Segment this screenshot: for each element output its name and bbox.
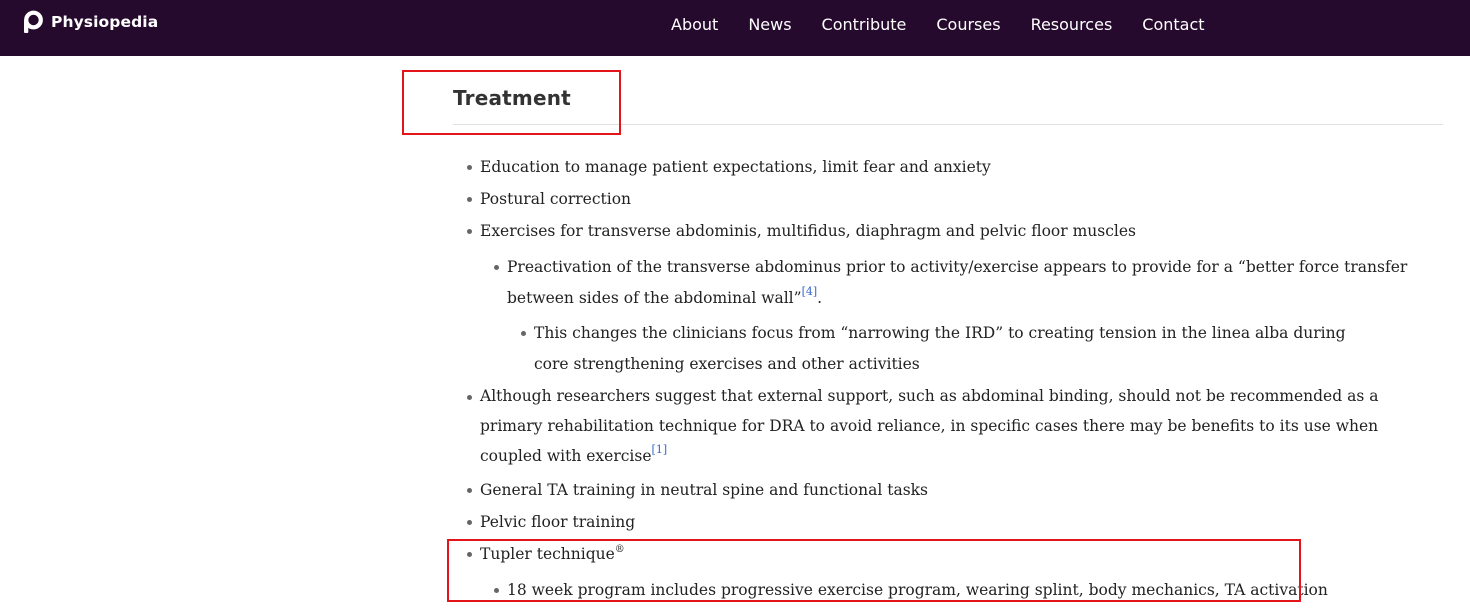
nav-contact-link[interactable]: Contact xyxy=(1142,15,1205,34)
treatment-item-external-support xyxy=(480,381,1430,471)
reference-link-4[interactable]: [4] xyxy=(801,285,818,298)
treatment-item-exercises: Exercises for transverse abdominis, multifidus, diaphragm and pelvic floor muscles xyxy=(480,222,1137,240)
bullet-icon xyxy=(494,265,499,270)
treatment-subsubitem-clinicians-focus: This changes the clinicians focus from “narrowing the IRD” to creating tension in the linea alba during core strengthening exercises and other activities xyxy=(534,324,1346,373)
main-nav xyxy=(671,15,1235,35)
sentence-period: . xyxy=(817,289,823,307)
treatment-item-postural: Postural correction xyxy=(480,190,632,208)
treatment-item-ta-training: General TA training in neutral spine and functional tasks xyxy=(480,481,929,499)
preactivation-text: Preactivation of the transverse abdominus prior to activity/exercise appears to provide for a “better force transfer between sides of the abdominal wall” xyxy=(507,258,1408,307)
bullet-icon xyxy=(521,331,526,336)
treatment-subitem-preactivation xyxy=(507,252,1447,314)
physiopedia-logo-icon xyxy=(22,10,44,34)
treatment-item-education: Education to manage patient expectations, limit fear and anxiety xyxy=(480,158,991,176)
nav-news-link[interactable]: News xyxy=(748,15,792,34)
treatment-subitem-tupler-program: 18 week program includes progressive exercise program, wearing splint, body mechanics, TA activation xyxy=(507,581,1328,599)
bullet-icon xyxy=(467,488,472,493)
top-navigation-bar xyxy=(0,0,1470,56)
bullet-icon xyxy=(467,520,472,525)
physiopedia-logo[interactable] xyxy=(22,10,158,34)
section-heading-treatment: Treatment xyxy=(453,86,571,110)
tupler-text: Tupler technique xyxy=(480,545,615,563)
bullet-icon xyxy=(467,552,472,557)
treatment-item-pelvic-floor: Pelvic floor training xyxy=(480,513,636,531)
reference-link-1[interactable]: [1] xyxy=(651,443,668,456)
bullet-icon xyxy=(467,229,472,234)
external-support-text: Although researchers suggest that external support, such as abdominal binding, should not be recommended as a primary rehabilitation technique for DRA to avoid reliance, in specific cases there may be benefits to its use when coupled with exercise xyxy=(480,387,1379,465)
registered-mark: ® xyxy=(614,544,625,555)
treatment-item-tupler xyxy=(480,539,625,569)
bullet-icon xyxy=(467,395,472,400)
heading-divider xyxy=(453,124,1443,125)
logo-text: Physiopedia xyxy=(51,13,159,31)
bullet-icon xyxy=(467,165,472,170)
bullet-icon xyxy=(467,197,472,202)
nav-contribute-link[interactable]: Contribute xyxy=(821,15,907,34)
bullet-icon xyxy=(494,588,499,593)
nav-resources-link[interactable]: Resources xyxy=(1030,15,1113,34)
nav-courses-link[interactable]: Courses xyxy=(936,15,1001,34)
nav-about-link[interactable]: About xyxy=(671,15,719,34)
